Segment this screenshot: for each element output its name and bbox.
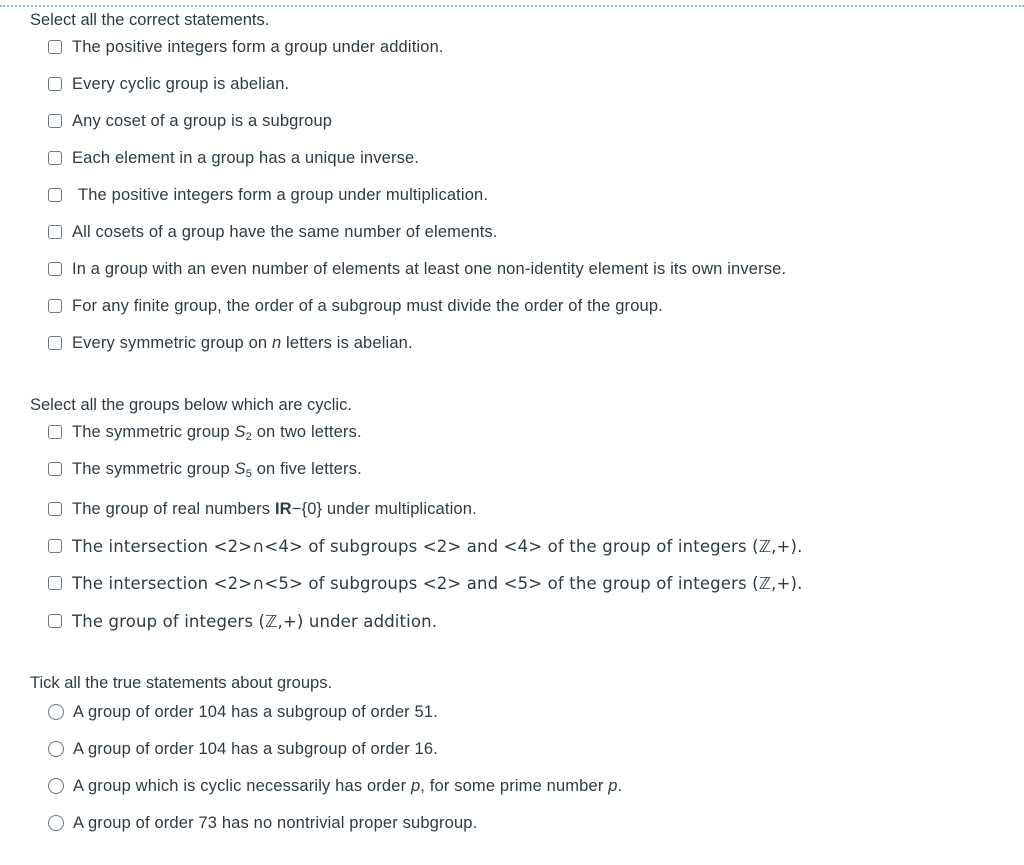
checkbox[interactable] bbox=[48, 299, 62, 313]
q3-option-3[interactable]: A group which is cyclic necessarily has order p, for some prime number p. bbox=[48, 775, 622, 797]
q2-option-4[interactable]: The intersection <2>∩<4> of subgroups <2> and <4> of the group of integers (ℤ,+). bbox=[48, 535, 803, 557]
checkbox[interactable] bbox=[48, 40, 62, 54]
q2-option-2[interactable]: The symmetric group $S_5$ on five letters. bbox=[48, 458, 362, 480]
q1-option-1[interactable]: The positive integers form a group under addition. bbox=[48, 36, 444, 58]
radio-button[interactable] bbox=[48, 778, 64, 794]
question-3 bbox=[30, 673, 623, 832]
q2-option-6[interactable]: The group of integers (ℤ,+) under addition. bbox=[48, 610, 437, 632]
q3-option-2[interactable]: A group of order 104 has a subgroup of order 16. bbox=[48, 738, 438, 760]
checkbox[interactable] bbox=[48, 114, 62, 128]
checkbox[interactable] bbox=[48, 539, 62, 553]
question-2-prompt: Select all the groups below which are cyclic. bbox=[30, 396, 352, 414]
checkbox[interactable] bbox=[48, 425, 62, 439]
question-3-prompt: Tick all the true statements about groups. bbox=[30, 674, 333, 692]
q1-option-6[interactable]: All cosets of a group have the same number of elements. bbox=[48, 221, 498, 243]
q1-option-7[interactable]: In a group with an even number of elements at least one non-identity element is its own inverse. bbox=[48, 258, 786, 280]
top-divider bbox=[0, 5, 1024, 7]
q2-option-1[interactable]: The symmetric group $S_2$ on two letters. bbox=[48, 421, 362, 443]
checkbox[interactable] bbox=[48, 225, 62, 239]
q3-option-4[interactable]: A group of order 73 has no nontrivial proper subgroup. bbox=[48, 812, 477, 834]
reals-symbol: IR bbox=[274, 499, 292, 518]
question-1 bbox=[30, 10, 787, 352]
checkbox[interactable] bbox=[48, 151, 62, 165]
checkbox[interactable] bbox=[48, 576, 62, 590]
q1-option-3[interactable]: Any coset of a group is a subgroup bbox=[48, 110, 332, 132]
radio-button[interactable] bbox=[48, 741, 64, 757]
checkbox[interactable] bbox=[48, 614, 62, 628]
q1-option-5[interactable]: The positive integers form a group under multiplication. bbox=[48, 184, 488, 206]
question-1-prompt: Select all the correct statements. bbox=[30, 11, 270, 29]
question-2 bbox=[30, 395, 803, 631]
q2-option-5[interactable]: The intersection <2>∩<5> of subgroups <2> and <5> of the group of integers (ℤ,+). bbox=[48, 572, 803, 594]
checkbox[interactable] bbox=[48, 502, 62, 516]
q3-option-1[interactable]: A group of order 104 has a subgroup of order 51. bbox=[48, 701, 438, 723]
q2-option-3[interactable]: The group of real numbers IR−{0} under multiplication. bbox=[48, 498, 477, 520]
checkbox[interactable] bbox=[48, 77, 62, 91]
checkbox[interactable] bbox=[48, 336, 62, 350]
q1-option-4[interactable]: Each element in a group has a unique inverse. bbox=[48, 147, 419, 169]
radio-button[interactable] bbox=[48, 815, 64, 831]
q1-option-9[interactable]: Every symmetric group on n letters is abelian. bbox=[48, 332, 413, 354]
checkbox[interactable] bbox=[48, 188, 62, 202]
radio-button[interactable] bbox=[48, 704, 64, 720]
checkbox[interactable] bbox=[48, 262, 62, 276]
checkbox[interactable] bbox=[48, 462, 62, 476]
q1-option-2[interactable]: Every cyclic group is abelian. bbox=[48, 73, 289, 95]
q1-option-8[interactable]: For any finite group, the order of a subgroup must divide the order of the group. bbox=[48, 295, 663, 317]
